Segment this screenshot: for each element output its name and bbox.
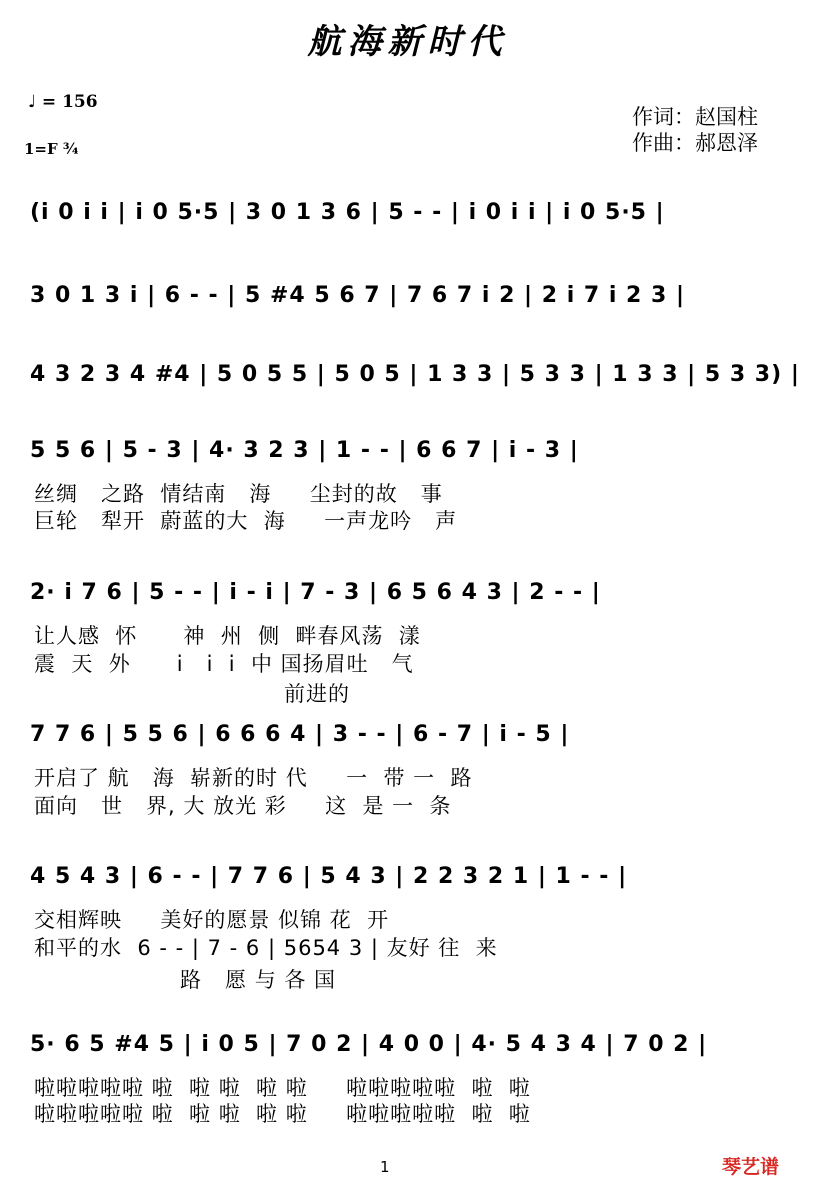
lyric-line: 开启了 航 海 崭新的时 代 一 带 一 路 [34, 766, 473, 790]
lyric-line: 震 天 外 i i i 中 国扬眉吐 气 [34, 652, 414, 676]
brand-logo: 琴艺谱 [722, 1156, 780, 1178]
lyric-line: 和平的水 6 - - | 7 - 6 | 5654 3 | 友好 往 来 [34, 936, 498, 960]
lyric-line: 啦啦啦啦啦 啦 啦 啦 啦 啦 啦啦啦啦啦 啦 啦 [34, 1102, 531, 1126]
lyricist: 作词：赵国柱 [632, 105, 758, 129]
score-row-4: 5 5 6 | 5 - 3 | 4· 3 2 3 | 1 - - | 6 6 7 | i - 3 | [30, 438, 579, 463]
score-row-1: (i 0 i i | i 0 5·5 | 3 0 1 3 6 | 5 - - | i 0 i i | i 0 5·5 | [30, 200, 665, 225]
key-signature: 1=F ¾ [24, 140, 79, 158]
lyric-line: 啦啦啦啦啦 啦 啦 啦 啦 啦 啦啦啦啦啦 啦 啦 [34, 1076, 531, 1100]
lyric-line: 巨轮 犁开 蔚蓝的大 海 一声龙吟 声 [34, 509, 458, 533]
lyric-line: 路 愿 与 各 国 [180, 968, 337, 992]
score-row-5: 2· i 7 6 | 5 - - | i - i | 7 - 3 | 6 5 6 4 3 | 2 - - | [30, 580, 601, 605]
page-number: 1 [380, 1158, 390, 1176]
score-row-7: 4 5 4 3 | 6 - - | 7 7 6 | 5 4 3 | 2 2 3 2 1 | 1 - - | [30, 864, 628, 889]
lyric-line: 前进的 [284, 682, 350, 706]
lyric-line: 面向 世 界, 大 放光 彩 这 是 一 条 [34, 794, 452, 818]
composer: 作曲：郝恩泽 [632, 131, 758, 155]
lyric-line: 丝绸 之路 情结南 海 尘封的故 事 [34, 482, 443, 506]
page-title: 航海新时代 [307, 22, 508, 62]
score-row-6: 7 7 6 | 5 5 6 | 6 6 6 4 | 3 - - | 6 - 7 | i - 5 | [30, 722, 570, 747]
tempo-marking: ♩ = 156 [28, 92, 98, 112]
score-row-8: 5· 6 5 #4 5 | i 0 5 | 7 0 2 | 4 0 0 | 4· 5 4 3 4 | 7 0 2 | [30, 1032, 708, 1057]
score-row-3: 4 3 2 3 4 #4 | 5 0 5 5 | 5 0 5 | 1 3 3 | 5 3 3 | 1 3 3 | 5 3 3) | [30, 362, 800, 387]
score-row-2: 3 0 1 3 i | 6 - - | 5 #4 5 6 7 | 7 6 7 i 2 | 2 i 7 i 2 3 | [30, 283, 686, 308]
lyric-line: 让人感 怀 神 州 侧 畔春风荡 漾 [34, 624, 421, 648]
credits [632, 104, 758, 156]
lyric-line: 交相辉映 美好的愿景 似锦 花 开 [34, 908, 390, 932]
